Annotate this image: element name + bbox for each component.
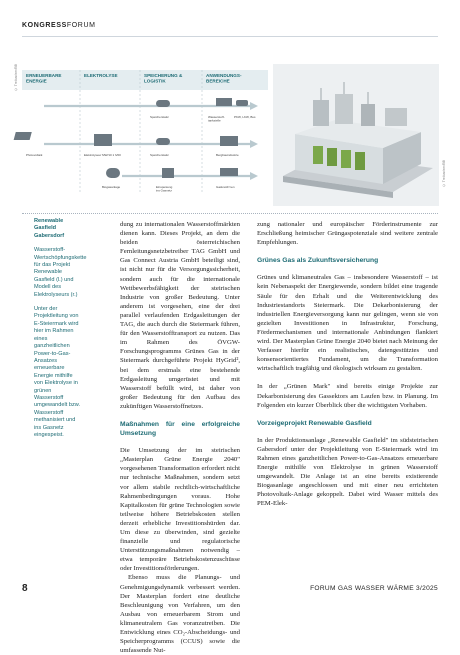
caption-text: Wasserstoff-Wertschöpfungskette für das Projekt Renewable Gasfield (l.) und Modell des Elektrolyseurs (r.) bbox=[34, 247, 87, 298]
figure-caption bbox=[34, 218, 87, 446]
paragraph: In der „Grünen Mark" sind bereits einige Projekte zur Dekarbonisierung des Gassektors am Laufen bzw. in Planung. Im Folgenden ein kurzer Überblick über die wichtigsten Vorhaben. bbox=[257, 383, 438, 409]
running-header: KONGRESSFORUM bbox=[22, 22, 96, 29]
gas-grid-icon bbox=[220, 168, 238, 176]
node-storage-1: Speicherstatic bbox=[150, 115, 169, 119]
section-heading: Vorzeigeprojekt Renewable Gasfield bbox=[257, 419, 372, 427]
vehicle-icon bbox=[236, 100, 248, 106]
paragraph: dung zu internationalen Wasserstoffmärkten dienen kann. Dieses Projekt, an dem die beiden österreichischen Fernleitungsnetzbetreiber TAG GmbH und Gas Connect Austria GmbH beteiligt sind, ist nicht nur für die Versorgungssicherheit, sondern auch für die internationale Wettbewerbsfähigkeit der steirischen Industrie von großer Bedeutung. Unter anderem ist vorgesehen, eine der drei parallel verlaufenden Erdgasleitungen der TAG, die auch durch die Steiermark führen, für den Wasserstofftransport zu nutzen. Das im Rahmen des ÖVGW-Forschungsprogramms Grünes Gas in der Steiermark durchgeführte Projekt HyGrid², bei dem erstmals eine bestehende Erdgasleitung umgerüstet und mit Wasserstoff befüllt wird, ist daher von großer Bedeutung für den Aufbau des zukünftigen Wasserstoffnetzes. bbox=[120, 221, 240, 410]
diagram-col-electrolysis: ELEKTROLYSE bbox=[84, 73, 118, 78]
section-heading: Grünes Gas als Zukunftsversicherung bbox=[257, 257, 379, 265]
diagram-col-renewable: ERNEUERBARE ENERGIE bbox=[26, 73, 62, 84]
paragraph: Ebenso muss die Planungs- und Genehmigungsdynamik verbessert werden. Der Masterplan fordert eine deutliche Beschleunigung von Verfahren, um den Ausbau von erneuerbarem Strom und klimaneutralem Gas voranzutreiben. Die Entwicklung eines CO₂-Abscheidungs- und Speicherprogramms (CCUS) sowie die umfassende Nut- bbox=[120, 574, 240, 655]
caption-project-description: Unter der Projektleitung von E-Steiermark wird hier im Rahmen eines ganzheitlichen Power-to-Gas-Ansatzes erneuerbare Energie mithilfe von Elektrolyse in grünen Wasserstoff umgewandelt bzw. Wasserstoff methanisiert und ins Gasnetz eingespeist. bbox=[34, 306, 81, 438]
pv-icon bbox=[14, 132, 32, 140]
node-industry: Bergbauindustrie bbox=[216, 153, 239, 157]
article-column-1 bbox=[120, 220, 240, 655]
biogas-icon bbox=[106, 168, 120, 178]
header-rule bbox=[22, 36, 438, 37]
paragraph: In der Produktionsanlage „Renewable Gasfield" im südsteirischen Gabersdorf unter der Projektleitung von E-Steiermark wird im Rahmen eines ganzheitlichen Power-to-Gas-Ansatzes erneuerbare Energie mithilfe von Elektrolyse in grünen Wasserstoff umgewandelt. Die Anlage ist an eine bereits existierende Biogasanlage angeschlossen und mit einer neu errichteten Photovoltaik-Anlage gekoppelt. Dabei wird Wasser mittels des PEM-Elek- bbox=[257, 436, 438, 508]
paragraph: Grünes und klimaneutrales Gas – insbesondere Wasserstoff – ist kein Nebenaspekt der Energiewende, sondern bildet eine tragende Säule für den Erhalt und die Weiterentwicklung des Industriestandorts Steiermark. Die Dekarbonisierung der industriellen Energieversorgung kann nur gelingen, wenn sie von gezielten Investitionen in Infrastruktur, Forschung, Fördermechanismen und internationale Anbindungen flankiert wird. Der Masterplan Grüne Energie 2040 bietet nach Meinung der Verfasser hierfür ein realistisches, datengestütztes und konsensorientiertes Fundament, um die Transformation wirtschaftlich tragfähig und ökologisch wirksam zu gestalten. bbox=[257, 274, 438, 373]
diagram-col-storage: SPEICHERUNG & LOGISTIK bbox=[144, 73, 183, 84]
storage-tank-icon bbox=[156, 100, 170, 107]
paragraph: Die Umsetzung der im steirischen „Masterplan Grüne Energie 2040" vorgesehenen Transformation erfordert nicht nur technische Maßnahmen, sondern setzt vor allem stabile rechtlich-wirtschaftliche Rahmenbedingungen voraus. Hohe Kapitalkosten für grüne Technologien sowie teilweise höhere Betriebskosten stellen derzeit erhebliche Investitionshürden dar. Um diese zu überwinden, sind gezielte finanzielle und regulatorische Unterstützungsmaßnahmen notwendig – etwa temporäre Betriebskostenzuschüsse oder Investitionsförderungen. bbox=[120, 447, 240, 573]
node-storage-2: Speicherstatic bbox=[150, 153, 169, 157]
photo-credit: © Treibacher/BB bbox=[442, 160, 446, 188]
value-chain-diagram bbox=[22, 64, 268, 204]
page-number: 8 bbox=[22, 583, 28, 594]
node-electrolyser: Elektrolyseur MW/10 1 h/00 bbox=[84, 153, 121, 157]
electrolyser-model-image bbox=[273, 64, 439, 206]
section-heading: Maßnahmen für eine erfolgreiche Umsetzung bbox=[120, 420, 240, 438]
industry-icon bbox=[220, 136, 238, 146]
node-biogas: Biogasanlage bbox=[102, 185, 121, 189]
diagram-credit: © Treibacher/BB bbox=[14, 64, 18, 92]
publication-title: FORUM GAS WASSER WÄRME 3/2025 bbox=[310, 585, 438, 592]
caption-title: Renewable Gasfield Gabersdorf bbox=[34, 218, 65, 239]
diagram-col-applications: ANWENDUNGS-BEREICHE bbox=[206, 73, 242, 84]
node-pv: Photovoltaik bbox=[26, 153, 43, 157]
section-separator bbox=[22, 213, 438, 214]
trailer-icon bbox=[216, 98, 232, 106]
paragraph: zung nationaler und europäischer Förderinstrumente zur Erschließung heimischer Grüngaspotenziale sind weitere zentrale Empfehlungen. bbox=[257, 221, 438, 247]
injection-icon bbox=[162, 168, 174, 178]
article-column-2 bbox=[257, 220, 438, 509]
node-vehicles: PKW, LKW, Bus bbox=[234, 115, 256, 119]
node-injection: Einspeisung ins Gasnetz bbox=[156, 185, 173, 193]
node-trailer: Wasserstoff-tankstelle bbox=[208, 115, 225, 123]
electrolyser-icon bbox=[94, 134, 112, 146]
storage-tank-icon-2 bbox=[156, 138, 170, 145]
node-gas-grid: GasknotF'nen bbox=[216, 185, 235, 189]
